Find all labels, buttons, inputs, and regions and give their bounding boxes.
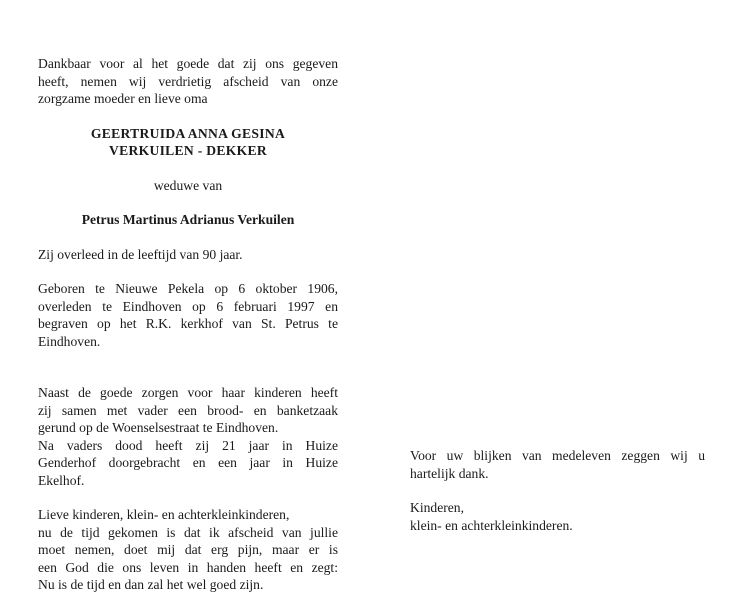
deceased-name-line1: GEERTRUIDA ANNA GESINA	[90, 125, 286, 141]
life-dates-line: Eindhoven.	[38, 333, 101, 349]
life-dates-line: Geboren te Nieuwe Pekela op 6 oktober 1906,	[38, 281, 338, 296]
left-column	[38, 55, 338, 594]
biography-line: gerund op de Woenselsestraat te Eindhoven.	[38, 420, 279, 435]
life-dates	[38, 280, 338, 350]
biography-line: Na vaders dood heeft zij 21 jaar in Huize	[38, 437, 338, 453]
farewell-message	[38, 506, 338, 594]
deceased-name	[38, 125, 338, 160]
intro-line: heeft, nemen wij verdrietig afscheid van onze	[38, 73, 338, 89]
farewell-line: Lieve kinderen, klein- en achterkleinkinderen,	[38, 507, 290, 522]
spouse-name: Petrus Martinus Adrianus Verkuilen	[81, 212, 295, 227]
thanks-line: Voor uw blijken van medeleven zeggen wij u	[410, 448, 705, 463]
biography-line: Ekelhof.	[38, 472, 85, 488]
biography-line: Genderhof doorgebracht en een jaar in Huize	[38, 455, 338, 470]
farewell-line: een God die ons leven in handen heeft en zegt:	[38, 559, 338, 575]
thanks-line: hartelijk dank.	[410, 465, 489, 481]
biography-line: zij samen met vader een brood- en banketzaak	[38, 402, 338, 418]
deceased-name-line2: VERKUILEN - DEKKER	[109, 143, 267, 158]
farewell-line: Nu is de tijd en dan zal het wel goed zijn.	[38, 577, 264, 592]
widow-label: weduwe van	[153, 177, 223, 193]
signature-line: klein- en achterkleinkinderen.	[410, 517, 573, 533]
farewell-line: moet nemen, doet mij dat erg pijn, maar er is	[38, 542, 338, 557]
biography-line: Naast de goede zorgen voor haar kinderen heeft	[38, 385, 338, 400]
intro-line: zorgzame moeder en lieve oma	[38, 91, 208, 106]
right-column	[410, 447, 705, 534]
life-dates-line: overleden te Eindhoven op 6 februari 1997 en	[38, 298, 338, 314]
age-text: Zij overleed in de leeftijd van 90 jaar.	[38, 246, 243, 262]
biography	[38, 384, 338, 489]
life-dates-line: begraven op het R.K. kerkhof van St. Petrus te	[38, 316, 338, 331]
thanks-text	[410, 447, 705, 482]
intro-line: Dankbaar voor al het goede dat zij ons gegeven	[38, 56, 338, 71]
intro-text	[38, 55, 338, 108]
farewell-line: nu de tijd gekomen is dat ik afscheid van jullie	[38, 524, 338, 540]
signature	[410, 499, 705, 534]
signature-line: Kinderen,	[410, 500, 464, 515]
